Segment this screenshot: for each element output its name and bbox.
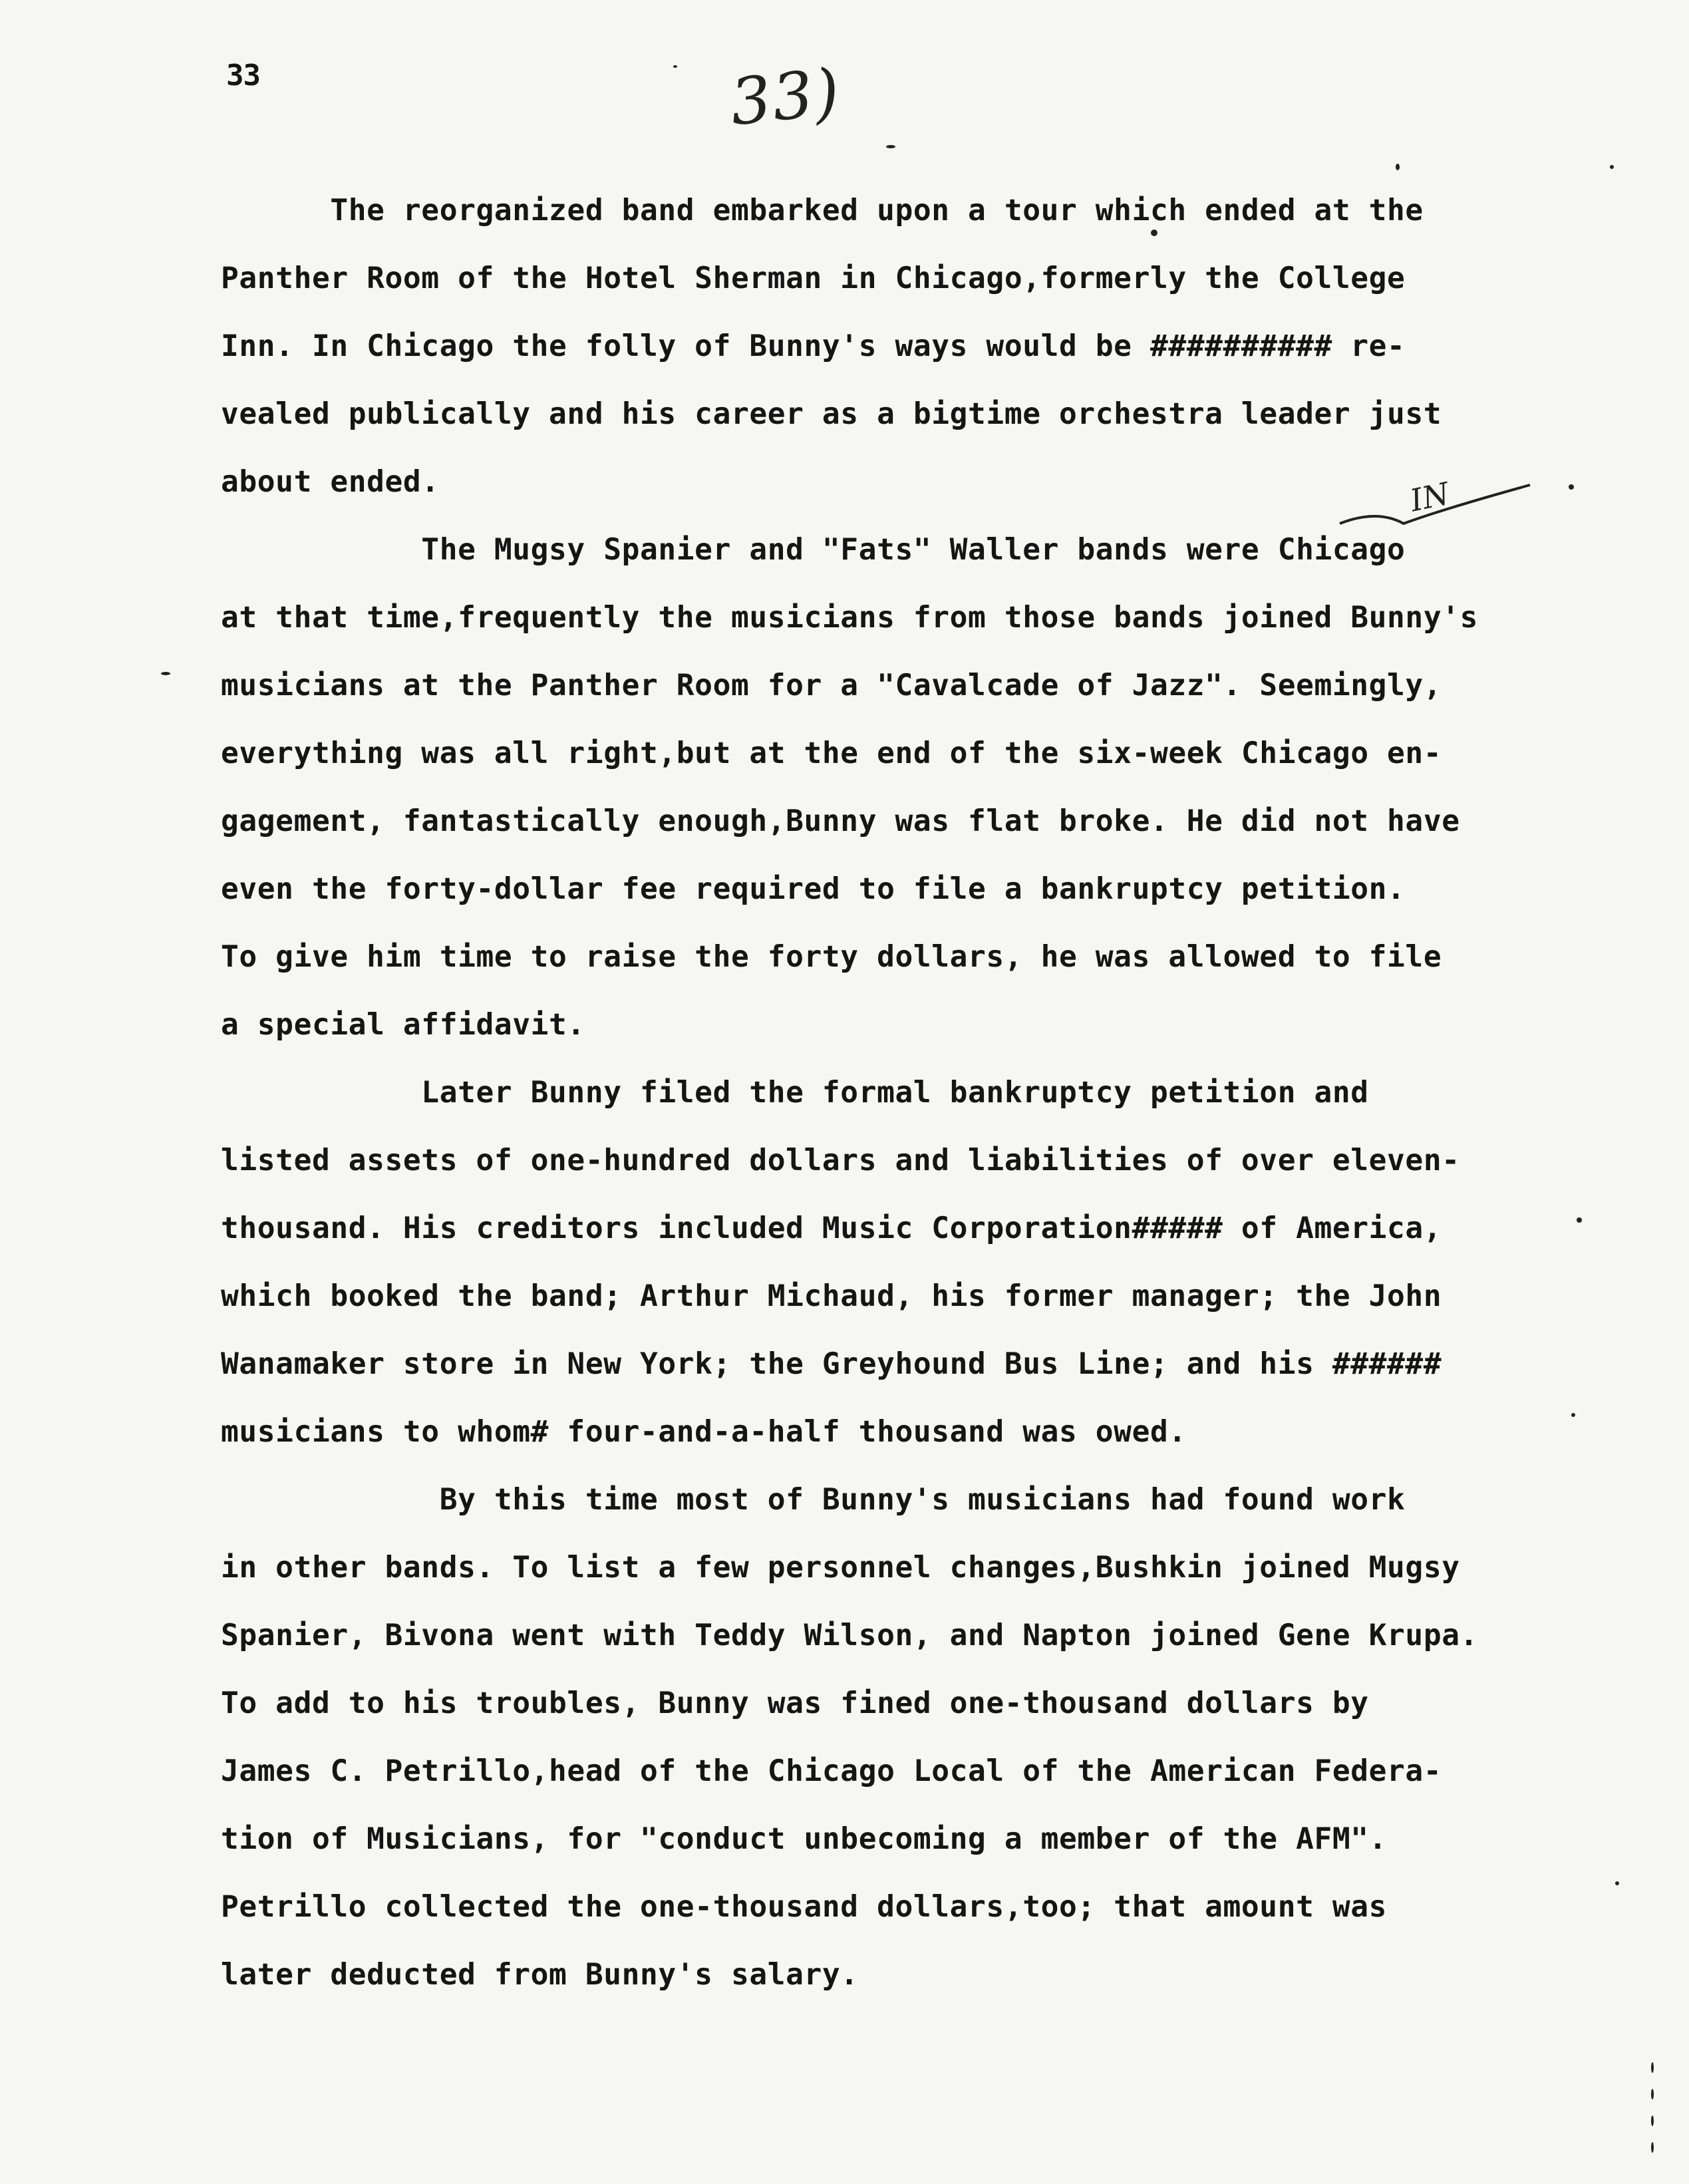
ink-speck bbox=[1651, 2142, 1654, 2153]
text-line: tion of Musicians, for "conduct unbecoming a member of the AFM". bbox=[221, 1822, 1388, 1856]
text-line: By this time most of Bunny's musicians had found work bbox=[221, 1483, 1406, 1517]
text-line: a special affidavit. bbox=[221, 1008, 585, 1042]
text-line: listed assets of one-hundred dollars and liabilities of over eleven- bbox=[221, 1144, 1460, 1177]
text-line: Petrillo collected the one-thousand dollars,too; that amount was bbox=[221, 1890, 1388, 1924]
text-line: To give him time to raise the forty dollars, he was allowed to file bbox=[221, 940, 1442, 974]
text-line: Panther Room of the Hotel Sherman in Chicago,formerly the College bbox=[221, 261, 1406, 295]
text-line: James C. Petrillo,head of the Chicago Local of the American Federa- bbox=[221, 1754, 1442, 1788]
text-line: in other bands. To list a few personnel changes,Bushkin joined Mugsy bbox=[221, 1551, 1460, 1585]
text-line: thousand. His creditors included Music Corporation##### of America, bbox=[221, 1211, 1442, 1245]
text-line: The Mugsy Spanier and "Fats" Waller bands were Chicago bbox=[221, 533, 1406, 567]
page-number: 33 bbox=[226, 59, 260, 92]
ink-speck bbox=[161, 672, 170, 675]
text-line: even the forty-dollar fee required to file a bankruptcy petition. bbox=[221, 872, 1406, 906]
handwritten-page-number: 33) bbox=[726, 54, 845, 140]
ink-speck bbox=[1651, 2062, 1654, 2073]
ink-speck bbox=[1615, 1881, 1619, 1885]
text-line: about ended. bbox=[221, 465, 440, 499]
text-line: To add to his troubles, Bunny was fined one-thousand dollars by bbox=[221, 1686, 1369, 1720]
ink-speck bbox=[1651, 2115, 1654, 2126]
ink-speck bbox=[1151, 230, 1157, 236]
ink-speck bbox=[886, 145, 895, 148]
handwritten-insert: IN bbox=[1407, 475, 1453, 519]
text-line: later deducted from Bunny's salary. bbox=[221, 1958, 859, 1992]
ink-speck bbox=[1610, 165, 1614, 169]
text-line: gagement, fantastically enough,Bunny was flat broke. He did not have bbox=[221, 804, 1460, 838]
text-line: Spanier, Bivona went with Teddy Wilson, and Napton joined Gene Krupa. bbox=[221, 1619, 1478, 1652]
text-line: Later Bunny filed the formal bankruptcy petition and bbox=[221, 1076, 1369, 1110]
text-line: Inn. In Chicago the folly of Bunny's ways would be ########## re- bbox=[221, 329, 1406, 363]
ink-speck bbox=[1396, 164, 1400, 170]
text-line: vealed publically and his career as a bigtime orchestra leader just bbox=[221, 397, 1442, 431]
text-line: The reorganized band embarked upon a tour which ended at the bbox=[221, 194, 1424, 228]
text-line: musicians at the Panther Room for a "Cavalcade of Jazz". Seemingly, bbox=[221, 669, 1442, 702]
ink-speck bbox=[1577, 1217, 1582, 1223]
text-line: musicians to whom# four-and-a-half thousand was owed. bbox=[221, 1415, 1187, 1449]
text-line: which booked the band; Arthur Michaud, his former manager; the John bbox=[221, 1279, 1442, 1313]
text-line: at that time,frequently the musicians from those bands joined Bunny's bbox=[221, 601, 1478, 635]
ink-speck bbox=[1651, 2089, 1654, 2100]
ink-speck bbox=[1571, 1413, 1575, 1417]
text-line: Wanamaker store in New York; the Greyhound Bus Line; and his ###### bbox=[221, 1347, 1442, 1381]
text-line: everything was all right,but at the end of the six-week Chicago en- bbox=[221, 736, 1442, 770]
ink-speck bbox=[1569, 484, 1574, 490]
ink-speck bbox=[673, 65, 677, 68]
